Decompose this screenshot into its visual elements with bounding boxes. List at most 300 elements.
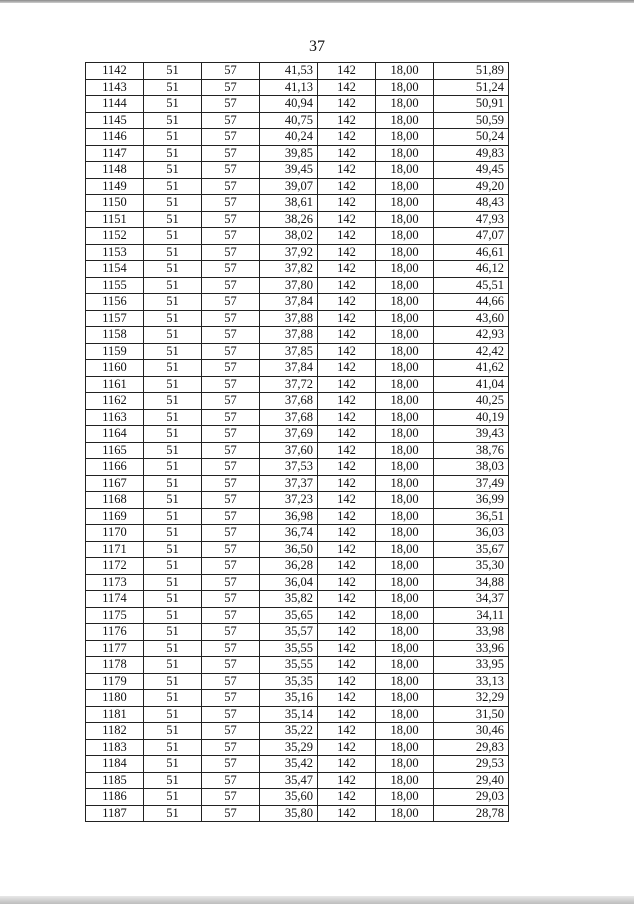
table-cell-col-5: 142 — [318, 376, 376, 393]
table-cell-col-2: 51 — [144, 129, 202, 146]
table-cell-col-6: 18,00 — [376, 409, 434, 426]
table-cell-col-3: 57 — [202, 805, 260, 822]
table-cell-col-7: 36,99 — [434, 492, 509, 509]
table-cell-row-id: 1155 — [86, 277, 144, 294]
table-cell-col-7: 48,43 — [434, 195, 509, 212]
table-cell-col-5: 142 — [318, 129, 376, 146]
table-cell-col-5: 142 — [318, 459, 376, 476]
table-cell-col-4: 35,22 — [260, 723, 318, 740]
table-cell-col-4: 35,60 — [260, 789, 318, 806]
table-row — [86, 211, 509, 228]
table-cell-col-6: 18,00 — [376, 805, 434, 822]
table-cell-col-6: 18,00 — [376, 607, 434, 624]
table-cell-col-4: 36,98 — [260, 508, 318, 525]
table-cell-col-7: 36,03 — [434, 525, 509, 542]
table-cell-col-2: 51 — [144, 739, 202, 756]
table-row — [86, 244, 509, 261]
table-cell-col-4: 39,85 — [260, 145, 318, 162]
table-cell-row-id: 1185 — [86, 772, 144, 789]
table-cell-col-5: 142 — [318, 739, 376, 756]
table-cell-col-6: 18,00 — [376, 343, 434, 360]
table-cell-col-7: 44,66 — [434, 294, 509, 311]
table-cell-row-id: 1183 — [86, 739, 144, 756]
table-cell-col-5: 142 — [318, 657, 376, 674]
table-row — [86, 327, 509, 344]
table-cell-col-7: 41,04 — [434, 376, 509, 393]
table-cell-col-6: 18,00 — [376, 376, 434, 393]
table-cell-col-4: 37,85 — [260, 343, 318, 360]
table-row — [86, 673, 509, 690]
table-cell-col-7: 40,19 — [434, 409, 509, 426]
table-row — [86, 112, 509, 129]
table-cell-col-6: 18,00 — [376, 525, 434, 542]
table-row — [86, 459, 509, 476]
table-row — [86, 360, 509, 377]
table-row — [86, 640, 509, 657]
table-cell-col-5: 142 — [318, 607, 376, 624]
table-cell-col-2: 51 — [144, 96, 202, 113]
table-cell-col-4: 37,88 — [260, 310, 318, 327]
table-cell-col-3: 57 — [202, 409, 260, 426]
table-cell-col-6: 18,00 — [376, 211, 434, 228]
table-cell-row-id: 1175 — [86, 607, 144, 624]
table-cell-col-7: 50,91 — [434, 96, 509, 113]
table-row — [86, 558, 509, 575]
table-cell-col-6: 18,00 — [376, 96, 434, 113]
table-cell-row-id: 1171 — [86, 541, 144, 558]
table-cell-col-6: 18,00 — [376, 756, 434, 773]
table-cell-col-7: 32,29 — [434, 690, 509, 707]
table-cell-row-id: 1176 — [86, 624, 144, 641]
table-cell-col-2: 51 — [144, 79, 202, 96]
table-cell-col-4: 38,26 — [260, 211, 318, 228]
table-cell-col-4: 37,23 — [260, 492, 318, 509]
table-row — [86, 393, 509, 410]
table-cell-col-7: 38,76 — [434, 442, 509, 459]
table-cell-col-7: 47,07 — [434, 228, 509, 245]
table-cell-col-4: 35,16 — [260, 690, 318, 707]
table-cell-col-2: 51 — [144, 327, 202, 344]
table-cell-col-4: 37,84 — [260, 294, 318, 311]
table-cell-col-7: 35,67 — [434, 541, 509, 558]
table-row — [86, 756, 509, 773]
data-table — [85, 62, 509, 822]
table-row — [86, 310, 509, 327]
table-cell-col-4: 40,24 — [260, 129, 318, 146]
table-cell-row-id: 1157 — [86, 310, 144, 327]
table-cell-col-7: 34,11 — [434, 607, 509, 624]
table-cell-col-2: 51 — [144, 195, 202, 212]
table-cell-col-4: 35,80 — [260, 805, 318, 822]
table-cell-col-2: 51 — [144, 624, 202, 641]
table-cell-col-6: 18,00 — [376, 294, 434, 311]
table-cell-col-3: 57 — [202, 459, 260, 476]
table-cell-row-id: 1161 — [86, 376, 144, 393]
table-cell-col-5: 142 — [318, 195, 376, 212]
table-cell-col-6: 18,00 — [376, 690, 434, 707]
table-cell-col-4: 37,80 — [260, 277, 318, 294]
table-row — [86, 475, 509, 492]
table-cell-col-3: 57 — [202, 442, 260, 459]
table-row — [86, 706, 509, 723]
table-cell-col-3: 57 — [202, 327, 260, 344]
table-cell-col-7: 33,98 — [434, 624, 509, 641]
table-cell-col-3: 57 — [202, 772, 260, 789]
table-row — [86, 442, 509, 459]
table-cell-row-id: 1163 — [86, 409, 144, 426]
table-cell-col-3: 57 — [202, 756, 260, 773]
table-cell-col-5: 142 — [318, 228, 376, 245]
table-cell-col-3: 57 — [202, 195, 260, 212]
table-cell-row-id: 1182 — [86, 723, 144, 740]
table-cell-col-5: 142 — [318, 756, 376, 773]
table-cell-col-4: 40,75 — [260, 112, 318, 129]
table-cell-col-4: 35,55 — [260, 657, 318, 674]
table-cell-col-3: 57 — [202, 657, 260, 674]
table-cell-col-2: 51 — [144, 591, 202, 608]
table-cell-col-4: 35,55 — [260, 640, 318, 657]
table-cell-col-2: 51 — [144, 228, 202, 245]
table-cell-col-6: 18,00 — [376, 310, 434, 327]
table-cell-row-id: 1168 — [86, 492, 144, 509]
table-row — [86, 739, 509, 756]
table-cell-col-5: 142 — [318, 112, 376, 129]
table-cell-col-3: 57 — [202, 63, 260, 80]
table-cell-col-3: 57 — [202, 789, 260, 806]
table-cell-col-7: 36,51 — [434, 508, 509, 525]
table-body — [86, 63, 509, 822]
table-cell-row-id: 1186 — [86, 789, 144, 806]
table-cell-col-7: 49,83 — [434, 145, 509, 162]
table-cell-col-5: 142 — [318, 244, 376, 261]
table-cell-col-4: 37,69 — [260, 426, 318, 443]
table-cell-col-3: 57 — [202, 508, 260, 525]
table-cell-row-id: 1170 — [86, 525, 144, 542]
table-cell-col-6: 18,00 — [376, 789, 434, 806]
bottom-scan-edge — [0, 896, 634, 904]
table-cell-col-3: 57 — [202, 393, 260, 410]
table-cell-col-3: 57 — [202, 525, 260, 542]
table-cell-col-2: 51 — [144, 657, 202, 674]
table-row — [86, 657, 509, 674]
table-cell-col-7: 43,60 — [434, 310, 509, 327]
table-cell-col-7: 45,51 — [434, 277, 509, 294]
table-cell-col-2: 51 — [144, 376, 202, 393]
table-row — [86, 343, 509, 360]
table-cell-col-2: 51 — [144, 459, 202, 476]
table-cell-col-3: 57 — [202, 228, 260, 245]
table-cell-col-2: 51 — [144, 492, 202, 509]
page-number: 37 — [309, 38, 325, 55]
table-cell-row-id: 1177 — [86, 640, 144, 657]
table-cell-col-4: 36,04 — [260, 574, 318, 591]
table-cell-col-2: 51 — [144, 706, 202, 723]
table-cell-col-2: 51 — [144, 640, 202, 657]
table-cell-col-5: 142 — [318, 79, 376, 96]
table-cell-col-7: 51,89 — [434, 63, 509, 80]
table-cell-col-7: 47,93 — [434, 211, 509, 228]
table-cell-col-4: 38,02 — [260, 228, 318, 245]
table-cell-col-5: 142 — [318, 442, 376, 459]
table-cell-col-6: 18,00 — [376, 624, 434, 641]
table-cell-col-4: 37,92 — [260, 244, 318, 261]
table-cell-row-id: 1150 — [86, 195, 144, 212]
table-cell-col-5: 142 — [318, 541, 376, 558]
table-cell-col-6: 18,00 — [376, 558, 434, 575]
table-cell-col-2: 51 — [144, 409, 202, 426]
table-cell-col-6: 18,00 — [376, 112, 434, 129]
table-cell-col-2: 51 — [144, 178, 202, 195]
table-row — [86, 129, 509, 146]
table-cell-col-7: 31,50 — [434, 706, 509, 723]
table-cell-col-4: 38,61 — [260, 195, 318, 212]
table-cell-col-7: 33,95 — [434, 657, 509, 674]
table-cell-col-7: 34,37 — [434, 591, 509, 608]
table-cell-row-id: 1166 — [86, 459, 144, 476]
table-cell-col-6: 18,00 — [376, 244, 434, 261]
table-cell-col-5: 142 — [318, 211, 376, 228]
table-cell-row-id: 1181 — [86, 706, 144, 723]
table-cell-col-2: 51 — [144, 690, 202, 707]
table-cell-col-4: 36,74 — [260, 525, 318, 542]
table-cell-col-5: 142 — [318, 178, 376, 195]
table-cell-col-4: 37,37 — [260, 475, 318, 492]
table-cell-col-7: 29,83 — [434, 739, 509, 756]
table-cell-col-2: 51 — [144, 310, 202, 327]
table-cell-col-5: 142 — [318, 492, 376, 509]
table-cell-row-id: 1148 — [86, 162, 144, 179]
table-cell-col-2: 51 — [144, 393, 202, 410]
table-cell-col-6: 18,00 — [376, 63, 434, 80]
table-cell-col-3: 57 — [202, 624, 260, 641]
table-cell-col-3: 57 — [202, 607, 260, 624]
table-cell-col-7: 38,03 — [434, 459, 509, 476]
table-cell-col-4: 35,14 — [260, 706, 318, 723]
table-cell-col-6: 18,00 — [376, 640, 434, 657]
table-cell-col-6: 18,00 — [376, 492, 434, 509]
table-cell-col-4: 40,94 — [260, 96, 318, 113]
table-cell-col-2: 51 — [144, 426, 202, 443]
table-cell-col-6: 18,00 — [376, 442, 434, 459]
table-cell-col-6: 18,00 — [376, 657, 434, 674]
table-cell-col-3: 57 — [202, 426, 260, 443]
table-cell-row-id: 1143 — [86, 79, 144, 96]
table-cell-col-6: 18,00 — [376, 673, 434, 690]
table-cell-row-id: 1165 — [86, 442, 144, 459]
table-cell-row-id: 1167 — [86, 475, 144, 492]
table-cell-col-5: 142 — [318, 789, 376, 806]
table-cell-col-5: 142 — [318, 640, 376, 657]
table-cell-col-2: 51 — [144, 244, 202, 261]
table-row — [86, 591, 509, 608]
table-cell-col-4: 35,35 — [260, 673, 318, 690]
table-cell-col-2: 51 — [144, 211, 202, 228]
table-row — [86, 178, 509, 195]
table-cell-col-3: 57 — [202, 574, 260, 591]
table-cell-col-2: 51 — [144, 162, 202, 179]
table-row — [86, 805, 509, 822]
table-cell-col-6: 18,00 — [376, 739, 434, 756]
table-cell-col-3: 57 — [202, 360, 260, 377]
table-cell-col-3: 57 — [202, 376, 260, 393]
table-cell-col-3: 57 — [202, 690, 260, 707]
table-cell-col-4: 39,45 — [260, 162, 318, 179]
table-cell-col-7: 39,43 — [434, 426, 509, 443]
table-cell-col-7: 42,93 — [434, 327, 509, 344]
table-row — [86, 525, 509, 542]
table-cell-col-4: 37,84 — [260, 360, 318, 377]
table-cell-col-2: 51 — [144, 673, 202, 690]
table-cell-col-6: 18,00 — [376, 591, 434, 608]
table-cell-col-5: 142 — [318, 525, 376, 542]
table-cell-col-6: 18,00 — [376, 574, 434, 591]
table-row — [86, 145, 509, 162]
table-row — [86, 690, 509, 707]
table-cell-col-2: 51 — [144, 805, 202, 822]
table-cell-col-6: 18,00 — [376, 360, 434, 377]
table-cell-col-3: 57 — [202, 343, 260, 360]
table-cell-col-7: 34,88 — [434, 574, 509, 591]
table-cell-col-4: 35,42 — [260, 756, 318, 773]
table-cell-col-2: 51 — [144, 723, 202, 740]
table-cell-col-7: 29,03 — [434, 789, 509, 806]
table-cell-row-id: 1142 — [86, 63, 144, 80]
table-cell-col-7: 50,59 — [434, 112, 509, 129]
table-cell-col-2: 51 — [144, 541, 202, 558]
table-cell-col-5: 142 — [318, 475, 376, 492]
table-row — [86, 574, 509, 591]
table-cell-row-id: 1145 — [86, 112, 144, 129]
table-cell-row-id: 1151 — [86, 211, 144, 228]
table-cell-col-7: 29,40 — [434, 772, 509, 789]
table-cell-row-id: 1164 — [86, 426, 144, 443]
table-row — [86, 607, 509, 624]
table-cell-row-id: 1159 — [86, 343, 144, 360]
table-cell-col-2: 51 — [144, 112, 202, 129]
table-row — [86, 162, 509, 179]
table-cell-row-id: 1153 — [86, 244, 144, 261]
table-cell-col-5: 142 — [318, 706, 376, 723]
table-cell-col-6: 18,00 — [376, 706, 434, 723]
table-cell-col-3: 57 — [202, 112, 260, 129]
table-cell-col-2: 51 — [144, 294, 202, 311]
table-cell-row-id: 1149 — [86, 178, 144, 195]
table-cell-col-7: 46,12 — [434, 261, 509, 278]
table-cell-col-2: 51 — [144, 508, 202, 525]
table-cell-col-7: 49,20 — [434, 178, 509, 195]
table-cell-row-id: 1152 — [86, 228, 144, 245]
table-row — [86, 261, 509, 278]
table-cell-col-5: 142 — [318, 574, 376, 591]
table-cell-row-id: 1169 — [86, 508, 144, 525]
table-cell-col-3: 57 — [202, 261, 260, 278]
table-cell-col-7: 33,13 — [434, 673, 509, 690]
table-cell-col-6: 18,00 — [376, 393, 434, 410]
table-cell-col-5: 142 — [318, 261, 376, 278]
table-cell-row-id: 1147 — [86, 145, 144, 162]
table-cell-col-7: 49,45 — [434, 162, 509, 179]
table-cell-col-3: 57 — [202, 541, 260, 558]
table-cell-col-3: 57 — [202, 145, 260, 162]
table-cell-row-id: 1158 — [86, 327, 144, 344]
table-cell-col-5: 142 — [318, 63, 376, 80]
table-cell-col-5: 142 — [318, 409, 376, 426]
table-cell-row-id: 1146 — [86, 129, 144, 146]
table-row — [86, 294, 509, 311]
table-cell-col-7: 42,42 — [434, 343, 509, 360]
table-row — [86, 723, 509, 740]
table-cell-col-2: 51 — [144, 442, 202, 459]
table-row — [86, 492, 509, 509]
table-row — [86, 624, 509, 641]
table-cell-row-id: 1178 — [86, 657, 144, 674]
table-cell-col-4: 37,53 — [260, 459, 318, 476]
table-cell-col-6: 18,00 — [376, 178, 434, 195]
table-cell-col-6: 18,00 — [376, 162, 434, 179]
table-cell-col-2: 51 — [144, 574, 202, 591]
table-cell-col-5: 142 — [318, 723, 376, 740]
table-cell-col-2: 51 — [144, 63, 202, 80]
table-cell-col-5: 142 — [318, 162, 376, 179]
table-cell-col-2: 51 — [144, 772, 202, 789]
table-cell-col-3: 57 — [202, 294, 260, 311]
table-cell-row-id: 1174 — [86, 591, 144, 608]
table-cell-col-7: 33,96 — [434, 640, 509, 657]
table-cell-col-3: 57 — [202, 310, 260, 327]
table-cell-row-id: 1154 — [86, 261, 144, 278]
table-cell-col-5: 142 — [318, 343, 376, 360]
table-cell-col-5: 142 — [318, 558, 376, 575]
table-cell-col-3: 57 — [202, 178, 260, 195]
table-cell-col-3: 57 — [202, 96, 260, 113]
table-cell-col-2: 51 — [144, 261, 202, 278]
table-cell-col-4: 41,13 — [260, 79, 318, 96]
table-cell-col-5: 142 — [318, 310, 376, 327]
table-cell-col-3: 57 — [202, 640, 260, 657]
table-row — [86, 277, 509, 294]
table-cell-col-6: 18,00 — [376, 327, 434, 344]
table-cell-col-5: 142 — [318, 277, 376, 294]
table-cell-col-6: 18,00 — [376, 79, 434, 96]
table-cell-col-2: 51 — [144, 360, 202, 377]
table-cell-col-2: 51 — [144, 558, 202, 575]
table-cell-col-3: 57 — [202, 558, 260, 575]
table-cell-col-2: 51 — [144, 525, 202, 542]
table-cell-col-5: 142 — [318, 426, 376, 443]
table-cell-col-2: 51 — [144, 475, 202, 492]
table-cell-col-6: 18,00 — [376, 426, 434, 443]
table-row — [86, 789, 509, 806]
table-cell-row-id: 1160 — [86, 360, 144, 377]
table-cell-col-7: 28,78 — [434, 805, 509, 822]
table-cell-row-id: 1184 — [86, 756, 144, 773]
table-cell-row-id: 1179 — [86, 673, 144, 690]
table-cell-col-5: 142 — [318, 690, 376, 707]
table-cell-col-7: 41,62 — [434, 360, 509, 377]
table-cell-col-4: 39,07 — [260, 178, 318, 195]
table-cell-col-2: 51 — [144, 343, 202, 360]
table-cell-col-6: 18,00 — [376, 228, 434, 245]
table-cell-col-6: 18,00 — [376, 541, 434, 558]
table-cell-col-4: 36,50 — [260, 541, 318, 558]
table-cell-col-4: 35,82 — [260, 591, 318, 608]
table-cell-col-6: 18,00 — [376, 145, 434, 162]
table-cell-col-4: 37,68 — [260, 393, 318, 410]
table-cell-col-5: 142 — [318, 393, 376, 410]
table-cell-col-5: 142 — [318, 624, 376, 641]
table-cell-col-6: 18,00 — [376, 277, 434, 294]
table-cell-col-5: 142 — [318, 772, 376, 789]
